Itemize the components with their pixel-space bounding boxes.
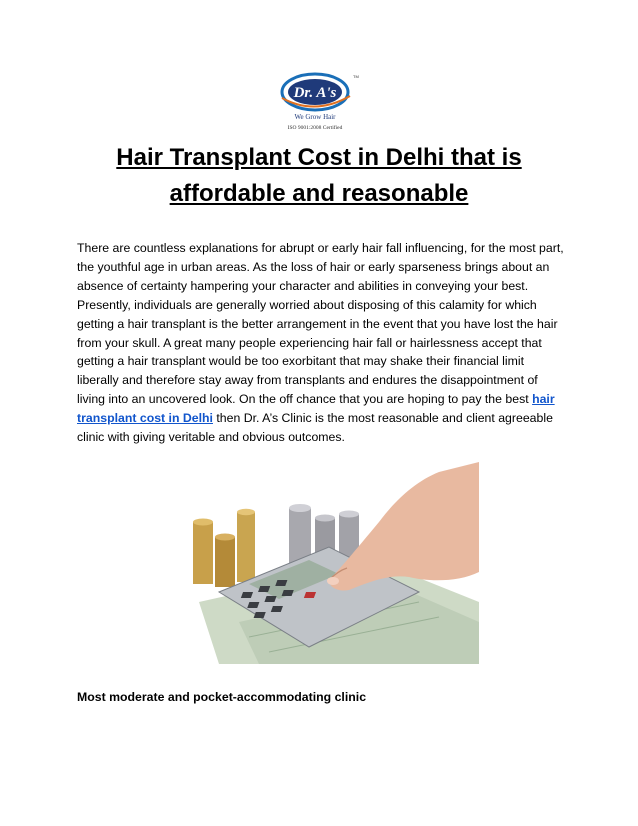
calculator-coins-image [179, 452, 479, 664]
logo-tagline: We Grow Hair [294, 113, 336, 121]
page-title [60, 140, 578, 212]
logo-certification: ISO 9001:2008 Certified [287, 125, 343, 131]
logo-name: Dr. A's [293, 85, 337, 101]
title-line-2: affordable and reasonable [169, 180, 469, 207]
logo-tm: TM [353, 74, 359, 79]
intro-text-part-2: then Dr. A’s Clinic is the most reasonable and client agreeable clinic with giving veritable and obvious outcomes. [77, 411, 553, 445]
section-subheading: Most moderate and pocket-accommodating clinic [77, 690, 367, 704]
intro-paragraph [77, 239, 567, 447]
clinic-logo [270, 68, 370, 134]
hair-transplant-cost-link[interactable]: hair transplant cost in Delhi [77, 392, 555, 426]
intro-text-part-1: There are countless explanations for abrupt or early hair fall influencing, for the most part, the youthful age in urban areas. As the loss of hair or early sparseness brings about an absence of certainty hampering your character and abilities in conveying your best. Presently, individuals are generally worried about disposing of this calamity for which getting a hair transplant is the better arrangement in the event that you have lost the hair from your skull. A great many people experiencing hair fall or hairlessness accept that getting a hair transplant would be too exorbitant that may shake their financial limit liberally and therefore stay away from transplants and endures the disappointment of living into an uncovered look. On the off chance that you are hoping to pay the best [77, 241, 564, 407]
title-line-1: Hair Transplant Cost in Delhi that is [116, 144, 522, 171]
